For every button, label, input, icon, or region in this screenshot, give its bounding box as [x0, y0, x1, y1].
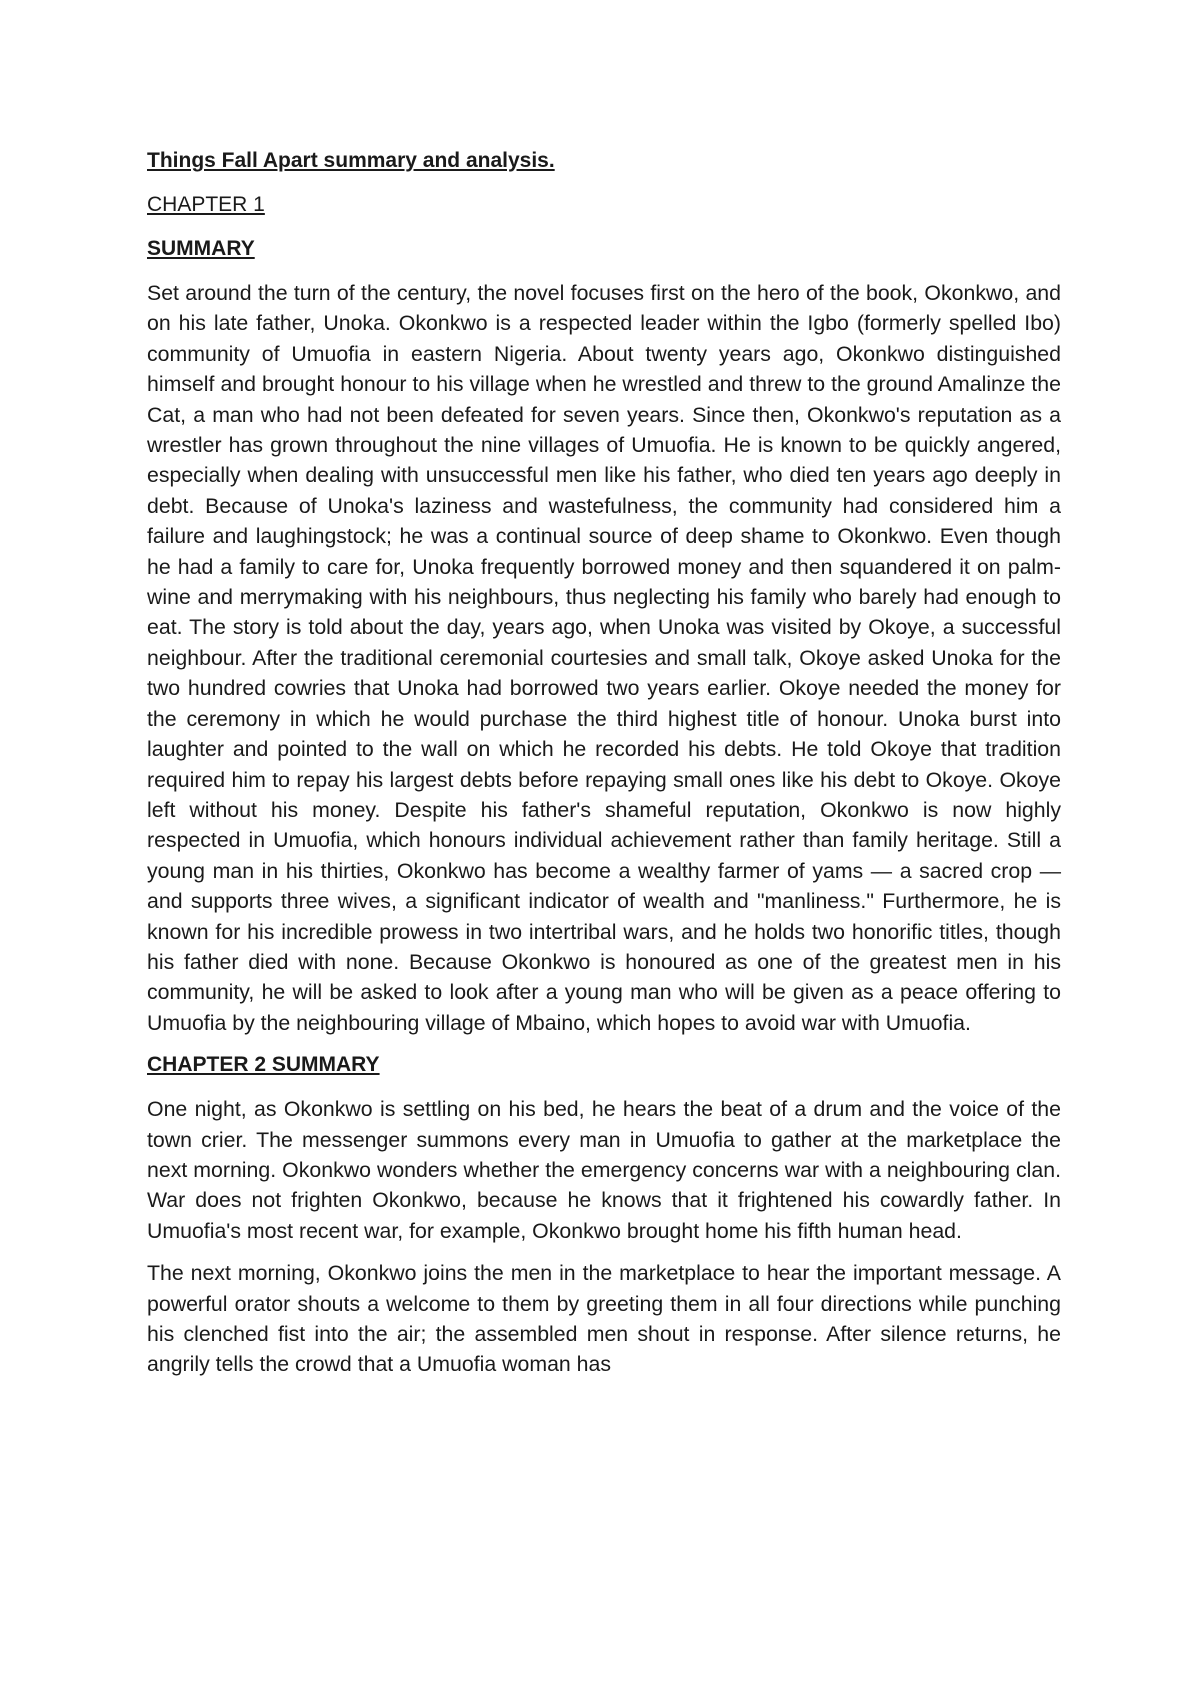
chapter-2-heading: CHAPTER 2 SUMMARY [147, 1053, 380, 1077]
summary-heading: SUMMARY [147, 237, 255, 260]
chapter-2-paragraph-1: One night, as Okonkwo is settling on his bed, he hears the beat of a drum and the voice of the town crier. The messenger summons every man in Umuofia to gather at the marketplace the next morning. Okonkwo wonders whether the emergency concerns war with a neighbouring clan. War does not frighten Okonkwo, because he knows that it frightened his cowardly father. In Umuofia's most recent war, for example, Okonkwo brought home his fifth human head. [147, 1097, 1061, 1243]
document-page [147, 146, 1061, 1392]
chapter-2-paragraph-2: The next morning, Okonkwo joins the men in the marketplace to hear the important message. A powerful orator shouts a welcome to them by greeting them in all four directions while punching his clenched fist into the air; the assembled men shout in response. After silence returns, he angrily tells the crowd that a Umuofia woman has [147, 1261, 1061, 1377]
chapter-1-heading: CHAPTER 1 [147, 193, 265, 216]
document-title: Things Fall Apart summary and analysis. [147, 149, 555, 172]
chapter-1-paragraph: Set around the turn of the century, the novel focuses first on the hero of the book, Okonkwo, and on his late father, Unoka. Okonkwo is a respected leader within the Igbo (formerly spelled Ibo) community of Umuofia in eastern Nigeria. About twenty years ago, Okonkwo distinguished himself and brought honour to his village when he wrestled and threw to the ground Amalinze the Cat, a man who had not been defeated for seven years. Since then, Okonkwo's reputation as a wrestler has grown throughout the nine villages of Umuofia. He is known to be quickly angered, especially when dealing with unsuccessful men like his father, who died ten years ago deeply in debt. Because of Unoka's laziness and wastefulness, the community had considered him a failure and laughingstock; he was a continual source of deep shame to Okonkwo. Even though he had a family to care for, Unoka frequently borrowed money and then squandered it on palm-wine and merrymaking with his neighbours, thus neglecting his family who barely had enough to eat. The story is told about the day, years ago, when Unoka was visited by Okoye, a successful neighbour. After the traditional ceremonial courtesies and small talk, Okoye asked Unoka for the two hundred cowries that Unoka had borrowed two years earlier. Okoye needed the money for the ceremony in which he would purchase the third highest title of honour. Unoka burst into laughter and pointed to the wall on which he recorded his debts. He told Okoye that tradition required him to repay his largest debts before repaying small ones like his debt to Okoye. Okoye left without his money. Despite his father's shameful reputation, Okonkwo is now highly respected in Umuofia, which honours individual achievement rather than family heritage. Still a young man in his thirties, Okonkwo has become a wealthy farmer of yams — a sacred crop — and supports three wives, a significant indicator of wealth and "manliness." Furthermore, he is known for his incredible prowess in two intertribal wars, and he holds two honorific titles, though his father died with none. Because Okonkwo is honoured as one of the greatest men in his community, he will be asked to look after a young man who will be given as a peace offering to Umuofia by the neighbouring village of Mbaino, which hopes to avoid war with Umuofia. [147, 281, 1061, 1035]
